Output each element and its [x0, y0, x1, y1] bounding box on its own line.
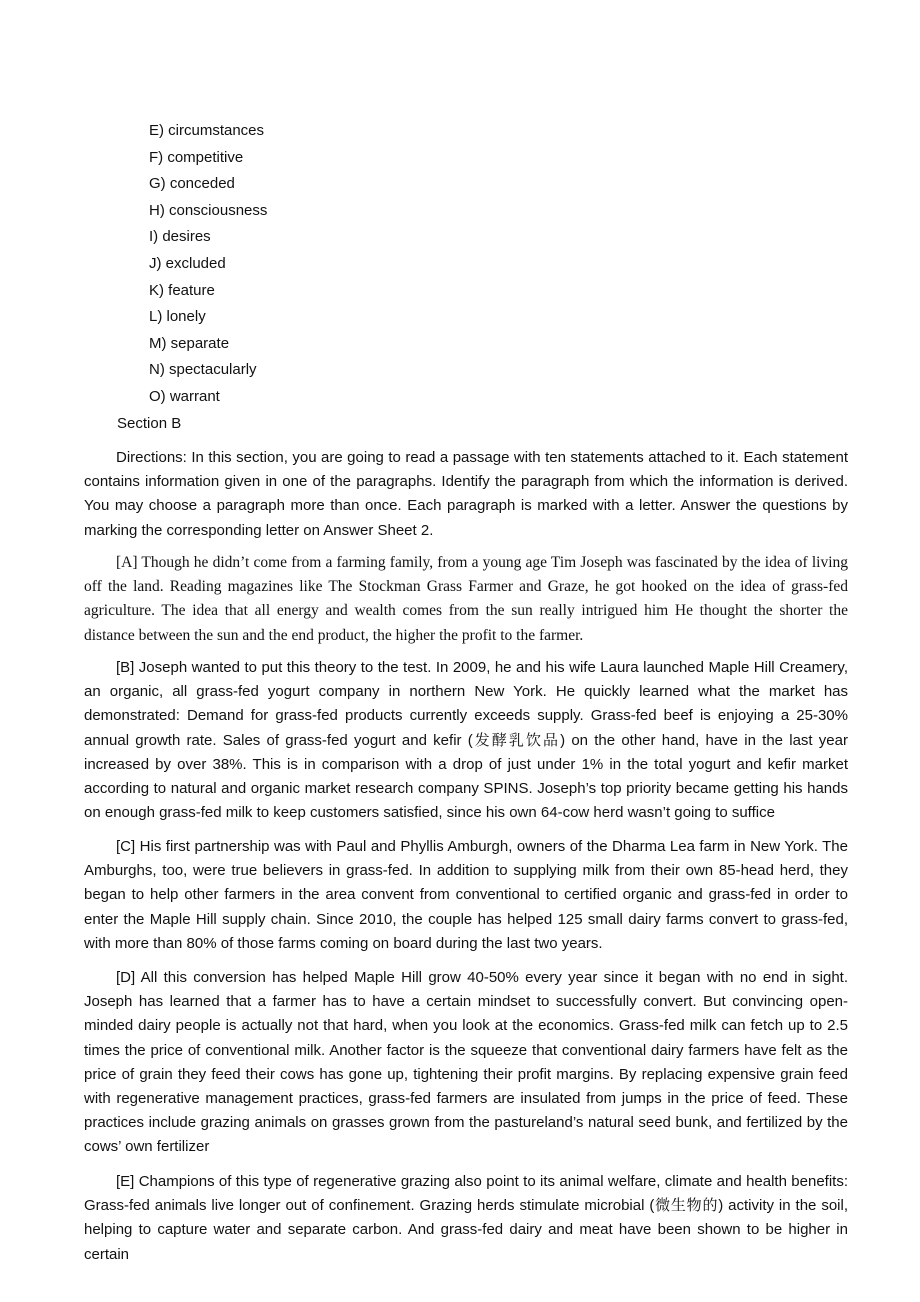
- paragraph-c-text: [C] His first partnership was with Paul and Phyllis Amburgh, owners of the Dharma Lea farm in New York. The Amburghs, too, were true believers in grass-fed. In addition to supplying milk from their own 85-head herd, they began to help other farmers in the area convent from conventional to certified organic and grass-fed in order to enter the Maple Hill supply chain. Since 2010, the couple has helped 125 small dairy farms convert to grass-fed, with more than 80% of those farms coming on board during the last two years.: [84, 838, 848, 952]
- option-item: F) competitive: [149, 148, 244, 166]
- option-item: O) warrant: [149, 387, 220, 405]
- paragraph-a: [84, 551, 848, 648]
- option-item: K) feature: [149, 281, 215, 299]
- option-item: L) lonely: [149, 308, 206, 326]
- paragraph-a-text: [A] Though he didn’t come from a farming family, from a young age Tim Joseph was fascinated by the idea of living off the land. Reading magazines like The Stockman Grass Farmer and Graze, he got hooked on the idea of grass-fed agriculture. The idea that all energy and wealth comes from the sun really intrigued him He thought the shorter the distance between the sun and the end product, the higher the profit to the farmer.: [84, 554, 848, 644]
- option-item: H) consciousness: [149, 201, 268, 219]
- option-item: E) circumstances: [149, 122, 265, 139]
- section-title: Section B: [117, 415, 182, 432]
- paragraph-b: [84, 656, 848, 825]
- paragraph-d: [84, 966, 848, 1160]
- paragraph-b-text: [B] Joseph wanted to put this theory to the test. In 2009, he and his wife Laura launched Maple Hill Creamery, an organic, all grass-fed yogurt company in northern New York. He quickly learned what the market has demonstrated: Demand for grass-fed products currently exceeds supply. Grass-fed beef is enjoying a 25-30% annual growth rate. Sales of grass-fed yogurt and kefir (发酵乳饮品) on the other hand, have in the last year increased by over 38%. This is in comparison with a drop of just under 1% in the total yogurt and kefir market according to natural and organic market research company SPINS. Joseph’s top priority became getting his hands on enough grass-fed milk to keep customers satisfied, since his own 64-cow herd wasn’t going to suffice: [84, 659, 848, 822]
- option-item: M) separate: [149, 334, 230, 352]
- option-item: J) excluded: [149, 254, 226, 272]
- paragraph-d-text: [D] All this conversion has helped Maple Hill grow 40-50% every year since it began with no end in sight. Joseph has learned that a farmer has to have a certain mindset to successfully convert. But convincing open-minded dairy people is actually not that hard, when you look at the economics. Grass-fed milk can fetch up to 2.5 times the price of conventional milk. Another factor is the squeeze that conventional dairy farmers have felt as the price of grain they feed their cows has gone up, tightening their profit margins. By replacing expensive grain feed with regenerative management practices, grass-fed farmers are insulated from jumps in the price of feed. These practices include grazing animals on grasses grown from the pastureland’s natural seed bunk, and fertilized by the cows’ own fertilizer: [84, 969, 848, 1156]
- option-item: G) conceded: [149, 175, 235, 193]
- directions-text: Directions: In this section, you are going to read a passage with ten statements attached to it. Each statement contains information given in one of the paragraphs. Identify the paragraph from which the information is derived. You may choose a paragraph more than once. Each paragraph is marked with a letter. Answer the questions by marking the corresponding letter on Answer Sheet 2.: [84, 449, 848, 539]
- option-item: N) spectacularly: [149, 361, 257, 379]
- word-bank-options: [149, 120, 267, 413]
- directions-paragraph: [84, 446, 848, 543]
- option-item: I) desires: [149, 228, 211, 246]
- paragraph-e: [84, 1170, 848, 1267]
- paragraph-c: [84, 835, 848, 956]
- paragraph-e-text: [E] Champions of this type of regenerative grazing also point to its animal welfare, climate and health benefits: Grass-fed animals live longer out of confinement. Grazing herds stimulate microbial (微生物的) activity in the soil, helping to capture water and separate carbon. And grass-fed dairy and meat have been shown to be higher in certain: [84, 1173, 848, 1263]
